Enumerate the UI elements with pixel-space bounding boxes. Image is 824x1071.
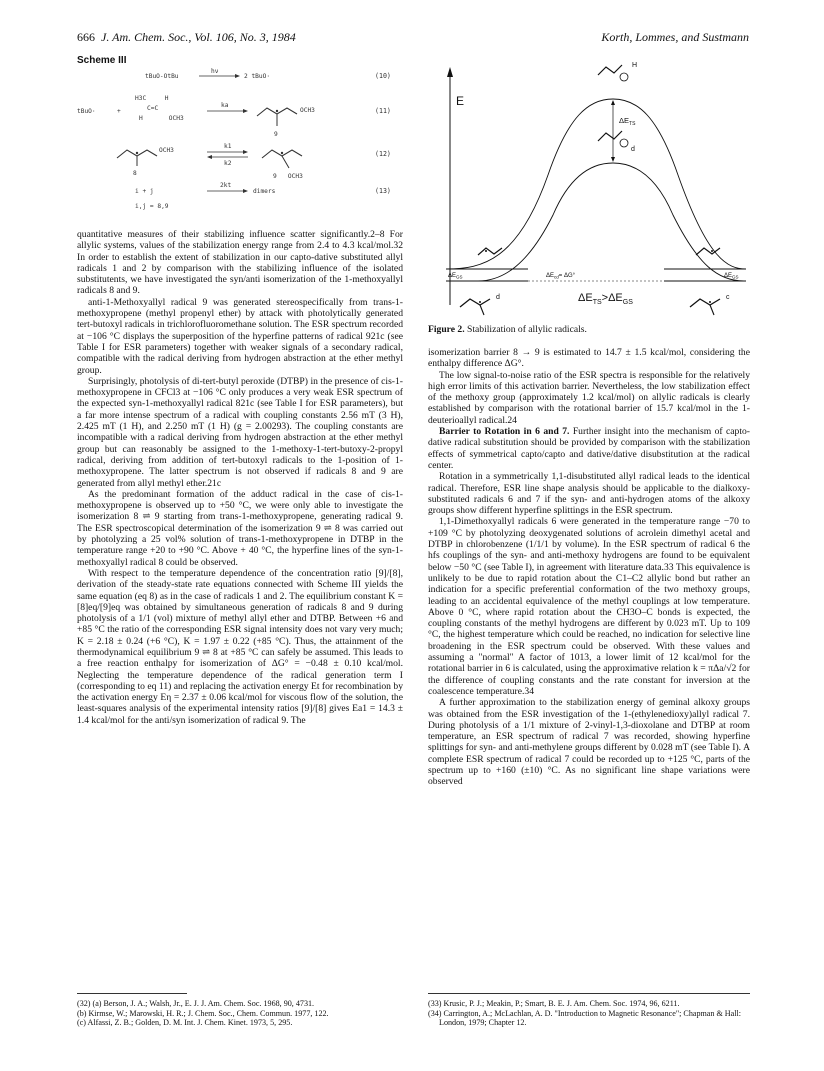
eq11-arrow-label: ka — [221, 102, 229, 109]
left-paragraph-2: anti-1-Methoxyallyl radical 9 was generated stereospecifically from trans-1-methoxypropene (methyl propenyl ether) by attack with photolytically generated tert-butoxyl radicals in trichlorofluoromethane solution. The ESR spectrum recorded at −106 °C displays the superposition of the hyperfine patterns of radical 921c (see Table I for ESR parameters) together with weaker signals of a secondary radical, compatible with the radical deriving from hydrogen abstraction at the ether methyl group. — [77, 296, 403, 376]
footnotes-left — [77, 999, 403, 1028]
eq12-product-dot — [281, 152, 283, 154]
eq12-forward-arrowhead — [243, 150, 248, 154]
delta-ts-sub: TS — [629, 121, 636, 127]
mid-ts-substituent: d — [631, 146, 635, 153]
eq11-number: (11) — [375, 107, 391, 115]
energy-axis-arrowhead — [447, 67, 453, 77]
delta-ts-label — [619, 116, 636, 127]
right-paragraph-1: isomerization barrier 8 → 9 is estimated to 14.7 ± 1.5 kcal/mol, considering the enthalpy difference ΔG°. — [428, 347, 750, 370]
inequality-label — [578, 292, 633, 306]
delta-ts-text: ΔE — [619, 116, 630, 125]
figure-2-energy-diagram — [428, 55, 750, 325]
left-bottom-dot — [479, 301, 481, 303]
eq12-product-label: 9 OCH3 — [273, 173, 303, 180]
inequality-mid: >ΔE — [601, 292, 623, 304]
footnote-34: (34) Carrington, A.; McLachlan, A. D. "Introduction to Magnetic Resonance"; Chapman & Hall: London, 1979; Chapter 12. — [428, 1008, 741, 1028]
delta-cd-text: ΔE — [546, 273, 555, 279]
mid-ts-structure — [598, 131, 622, 141]
right-gs-dot — [711, 250, 713, 252]
outer-barrier-curve — [446, 99, 746, 269]
eq13-product: dimers — [253, 188, 276, 195]
footnote-33: (33) Krusic, P. J.; Meakin, P.; Smart, B. E. J. Am. Chem. Soc. 1974, 96, 6211. — [428, 999, 680, 1008]
left-gs-label — [448, 273, 463, 280]
eq10-reactant: tBuO-OtBu — [145, 73, 179, 80]
mid-ts-orbital — [620, 139, 628, 147]
eq11-plus: + — [117, 108, 121, 115]
inequality-text: ΔE — [578, 292, 593, 304]
footnote-rule-right — [428, 993, 750, 994]
footnote-32a: (32) (a) Berson, J. A.; Walsh, Jr., E. J. J. Am. Chem. Soc. 1968, 90, 4731. — [77, 999, 315, 1008]
energy-axis-label: E — [456, 94, 465, 108]
top-ts-substituent: H — [632, 62, 638, 69]
eq11-product-substituent: OCH3 — [300, 107, 315, 114]
header-authors: Korth, Lommes, and Sustmann — [601, 30, 749, 44]
left-paragraph-5: With respect to the temperature dependence of the concentration ratio [9]/[8], derivation of the steady-state rate equations connected with Scheme III yields the same equation (eq 8) as in the case of radicals 1 and 2. The equilibrium constant K = [8]eq/[9]eq was obtained by simultaneous generation of radicals 8 and 9 during photolysis of a 1/1 (vol) mixture of methyl allyl ether and DTBP. Between +6 and +85 °C the ratio of the corresponding ESR signal intensity does not vary very much; K = 2.18 ± 0.24 (+6 °C), K = 1.97 ± 0.22 (+85 °C). Thus, the attainment of the thermodynamical equilibrium 9 ⇌ 8 at +85 °C can safely be assumed. This leads to a free reaction enthalpy for isomerization of ΔG° = −0.48 ± 0.10 kcal/mol. Neglecting the temperature dependence of the radical generation term I (corresponding to eq 11) and replacing the activation energy Et for recombination by the activation energy Eη = 2.37 ± 0.06 kcal/mol for viscous flow of the solution, the least-squares analysis of the experimental intensity ratios [9]/[8] gives Ea1 = 14.3 ± 1.4 kcal/mol for the anti/syn isomerization of radical 9. The — [77, 567, 403, 726]
right-paragraph-4: Rotation in a symmetrically 1,1-disubstituted allyl radical leads to the identical radical. Therefore, ESR line shape analysis should be applicable to the dialkoxy-substituted radicals 6 and 7 if the syn- and anti-hydrogen atoms of the alkoxy groups show different hyperfine splittings in the ESR spectrum. — [428, 471, 750, 517]
top-ts-structure — [598, 65, 622, 75]
left-gs-dot — [485, 250, 487, 252]
left-paragraph-1: quantitative measures of their stabilizing influence scatter significantly.2–8 For allylic systems, values of the stabilization energy range from 2.4 to 4.3 kcal/mol.32 In order to establish the extent of stabilization in our capto-dative substituted allyl radicals 1 and 2 by comparison with the stabilizing influence of the isolated substitutents, we have investigated the syn/anti isomerization of the 1-methoxyallyl radicals 8 and 9. — [77, 229, 403, 297]
footnote-32c: (c) Alfassi, Z. B.; Golden, D. M. Int. J. Chem. Kinet. 1973, 5, 295. — [77, 1018, 293, 1028]
running-header — [77, 30, 749, 46]
eq10-number: (10) — [375, 72, 391, 80]
eq12-reactant-substituent: OCH3 — [159, 147, 174, 154]
caption-text: Stabilization of allylic radicals. — [467, 324, 587, 335]
left-gs-allyl-upper — [478, 248, 502, 255]
right-paragraph-3 — [428, 426, 750, 471]
right-gs-sub: GS — [732, 274, 739, 280]
right-bottom-substituent: c — [726, 294, 730, 301]
right-bottom-dot — [709, 301, 711, 303]
eq13-number: (13) — [375, 187, 391, 195]
left-paragraph-3: Surprisingly, photolysis of di-tert-butyl peroxide (DTBP) in the presence of cis-1-methoxypropene in CFCl3 at −106 °C only produces a very weak ESR spectrum of the expected syn-1-methoxyallyl radical 821c (see Table I for ESR parameters), but a far more intense spectrum of a radical with coupling constants 2.56 mT (3 H), 2.425 mT (1 H), and 2.250 mT (1 H) (g = 2.00293). The coupling constants are incompatible with a radical deriving from hydrogen abstraction at the ether methyl group but can reasonably be assigned to the 1-methoxy-1-tert-butoxy-2-propyl radical, deriving from addition of tert-butoxyl radicals to the 1-position of 1-methoxypropene. The latter spectrum is not observed if radicals 8 and 9 are generated from allyl methyl ether.21c — [77, 375, 403, 489]
eq11-alkene-bot: H OCH3 — [139, 115, 184, 122]
footnote-32b: (b) Kirmse, W.; Marowski, H. R.; J. Chem. Soc., Chem. Commun. 1977, 122. — [77, 1008, 329, 1018]
eq12-product-bond — [282, 156, 289, 168]
right-gs-text: ΔE — [724, 273, 733, 279]
left-paragraph-4: As the predominant formation of the adduct radical in the case of cis-1-methoxypropene is observed up to +50 °C, we were only able to investigate the isomerization 8 ⇌ 9 starting from trans-1-methoxypropene, generating radical 9. The ESR spectroscopical determination of the isomerization 9 ⇌ 8 was carried out by photolyzing a 25 vol% solution of trans-1-methoxypropene in DTBP in the temperature range +20 to +90 °C. Above + 40 °C, the hyperfine lines of the syn-1-methoxyallyl radical 8 could be observed. — [77, 488, 403, 568]
inner-barrier-curve — [478, 163, 744, 281]
right-paragraph-2: The low signal-to-noise ratio of the ESR spectra is responsible for the relatively high error limits of this activation barrier. Nevertheless, the low stabilization effect of the methoxy group (approximately 1.2 kcal/mol) on allylic radicals is clearly established by comparison with the rotational barrier of 15.7 kcal/mol in the 1-deuterioallyl radical.24 — [428, 369, 750, 426]
eq10-arrowhead — [235, 74, 240, 78]
page-number: 666 — [77, 30, 95, 44]
right-gs-label — [724, 273, 739, 280]
left-column — [77, 229, 403, 726]
delta-ts-arrowhead-down — [611, 157, 615, 162]
eq12-reverse-arrowhead — [207, 155, 212, 159]
left-bottom-substituent: d — [496, 294, 500, 301]
eq11-radical-dot — [276, 110, 278, 112]
footnote-rule-left — [77, 993, 187, 994]
caption-label: Figure 2. — [428, 324, 465, 335]
inequality-sub2: GS — [622, 299, 633, 306]
scheme-title: Scheme III — [77, 55, 127, 66]
eq12-number: (12) — [375, 150, 391, 158]
right-column — [428, 347, 750, 788]
delta-cd-sub: cd — [554, 274, 559, 280]
eq12-forward-label: k1 — [224, 143, 232, 150]
eq12-reactant-dot — [136, 152, 138, 154]
eq13-arrow-label: 2kt — [220, 182, 232, 189]
right-paragraph-6: A further approximation to the stabilization energy of geminal alkoxy groups was obtained from the ESR investigation of the 1-(ethylenedioxy)allyl radical 7. During photolysis of a 1/1 mixture of 2-vinyl-1,3-dioxolane and DTBP at room temperature, an ESR spectrum of radical 7 was recorded, showing hyperfine splittings for syn- and anti-methylene groups different by 0.028 mT (see Table I). A complete ESR spectrum of radical 7 could be recorded up to +125 °C, parts of the spectrum up to +160 (±10) °C. As no significant line shape variations were observed — [428, 697, 750, 788]
eq13-arrowhead — [243, 189, 248, 193]
left-bottom-allyl — [460, 299, 490, 307]
right-bottom-bond — [710, 305, 714, 315]
eq11-arrowhead — [243, 109, 248, 113]
eq11-radical: tBuO· — [77, 108, 96, 115]
left-gs-sub: GS — [456, 274, 463, 280]
left-gs-text: ΔE — [448, 273, 457, 279]
delta-cd-label — [546, 273, 576, 280]
eq10-product: 2 tBuO· — [244, 73, 271, 80]
eq11-alkene-mid: C=C — [147, 105, 159, 112]
scheme-iii — [77, 66, 407, 221]
left-bottom-bond — [480, 305, 484, 315]
eq11-alkene-top: H3C H — [135, 95, 169, 102]
eq13-condition: i,j = 8,9 — [135, 203, 169, 210]
delta-cd-rest: = ΔG° — [558, 273, 576, 279]
delta-ts-arrowhead-up — [611, 100, 615, 105]
section-heading: Barrier to Rotation in 6 and 7. — [439, 426, 570, 438]
footnotes-right — [428, 999, 750, 1028]
header-left — [77, 30, 296, 45]
right-paragraph-3-text: Further insight into the mechanism of capto-dative radical substitution should be provided by comparison with the stabilization effects of symmetrical capto/capto and dative/dative disubstitution at the radical center. — [428, 426, 751, 471]
top-ts-orbital — [620, 73, 628, 81]
eq12-reverse-label: k2 — [224, 160, 232, 167]
eq11-product-label: 9 — [274, 131, 278, 138]
figure-caption — [428, 324, 587, 335]
journal-citation: J. Am. Chem. Soc., Vol. 106, No. 3, 1984 — [101, 30, 296, 44]
right-paragraph-5: 1,1-Dimethoxyallyl radicals 6 were generated in the temperature range −70 to +109 °C by photolyzing deoxygenated solutions of acrolein dimethyl acetal and DTBP in chlorobenzene (1/1/1 by volume). In the ESR spectrum of radical 6 the hfs couplings of the syn- and anti-methoxy hydrogens are found to be equivalent below −50 °C (see Table I), in agreement with literature data.33 This equivalence is unlikely to be due to rapid rotation about the C1–C2 allylic bond but rather an indication for a specific preferential conformation of the two methoxy groups, leading to an accidental equivalence of the methyl couplings at low temperature. Above 0 °C, where rapid rotation about the CH3O–C bonds is expected, the coupling constants of the methyl hydrogens are different by 0.023 mT. Up to 109 °C, the highest temperature which could be reached, no indication for selective line broadening in the ESR spectrum could be observed. With these values and assuming a "normal" A factor of 1013, a lower limit of 12 kcal/mol for the rotational barrier in 6 is calculated, using the approximative relation k = πΔa/√2 for the difference of coupling constants and the rate constant for inversion at the coalescence temperature.34 — [428, 516, 750, 697]
inequality-sub1: TS — [592, 299, 602, 306]
eq13-reactants: i + j — [135, 188, 154, 195]
eq12-reactant-label: 8 — [133, 170, 137, 177]
eq10-arrow-label: hν — [211, 68, 219, 75]
right-bottom-allyl — [690, 299, 720, 307]
